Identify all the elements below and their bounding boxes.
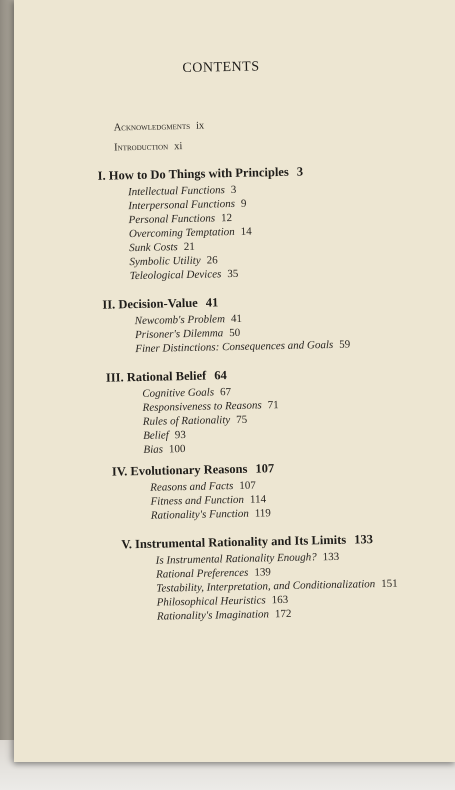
section-page: 14 bbox=[240, 225, 252, 238]
section-page: 119 bbox=[254, 507, 271, 520]
section-label: Prisoner's Dilemma bbox=[134, 327, 224, 342]
section-page: 3 bbox=[230, 183, 237, 197]
chapter-heading bbox=[98, 165, 304, 184]
chapter-heading bbox=[112, 461, 275, 479]
book-page bbox=[14, 0, 455, 762]
section-label: Rational Preferences bbox=[155, 566, 249, 581]
section-page: 50 bbox=[229, 326, 241, 340]
front-matter-acknowledgments bbox=[114, 121, 205, 134]
section-page: 139 bbox=[254, 566, 271, 579]
section-label: Rules of Rationality bbox=[142, 414, 231, 428]
section-entry bbox=[156, 594, 288, 609]
section-page: 107 bbox=[239, 479, 256, 492]
section-entry bbox=[135, 339, 350, 355]
section-page: 133 bbox=[322, 550, 340, 564]
section-label: Fitness and Function bbox=[150, 493, 245, 508]
section-page: 71 bbox=[267, 399, 279, 412]
chapter-numeral: IV. bbox=[111, 464, 128, 479]
chapter-numeral: V. bbox=[121, 537, 133, 552]
section-page: 35 bbox=[227, 267, 239, 281]
chapter-page: 64 bbox=[214, 368, 227, 383]
section-label: Testability, Interpretation, and Conditionalization bbox=[156, 578, 376, 595]
section-label: Philosophical Heuristics bbox=[156, 594, 266, 609]
chapter-page: 41 bbox=[205, 295, 219, 310]
front-matter-label: Acknowledgments bbox=[113, 120, 191, 134]
chapter-title: How to Do Things with Principles bbox=[108, 164, 289, 183]
chapter-heading bbox=[106, 368, 227, 386]
front-matter-introduction bbox=[114, 141, 182, 153]
section-page: 9 bbox=[240, 197, 247, 210]
section-label: Newcomb's Problem bbox=[134, 313, 226, 328]
section-entry bbox=[157, 608, 292, 623]
section-page: 59 bbox=[339, 338, 351, 351]
chapter-numeral: III. bbox=[105, 370, 124, 385]
section-page: 21 bbox=[183, 240, 195, 254]
section-entry bbox=[128, 198, 246, 212]
chapter-title: Evolutionary Reasons bbox=[130, 461, 248, 479]
front-matter-page: xi bbox=[174, 141, 183, 153]
section-label: Bias bbox=[143, 443, 164, 456]
section-page: 26 bbox=[206, 254, 218, 267]
section-label: Cognitive Goals bbox=[142, 386, 215, 400]
chapter-numeral: I. bbox=[97, 168, 106, 183]
section-label: Interpersonal Functions bbox=[128, 197, 236, 213]
chapter-title: Rational Belief bbox=[126, 368, 207, 385]
section-entry bbox=[129, 241, 195, 254]
section-page: 67 bbox=[219, 386, 232, 399]
section-page: 93 bbox=[174, 429, 186, 442]
section-label: Belief bbox=[143, 429, 169, 442]
front-matter-label: Introduction bbox=[113, 141, 169, 154]
section-entry bbox=[128, 212, 232, 226]
chapter-heading bbox=[121, 532, 373, 552]
chapter-page: 133 bbox=[354, 532, 374, 547]
section-entry bbox=[156, 551, 340, 567]
section-page: 114 bbox=[249, 493, 267, 506]
section-page: 12 bbox=[220, 212, 233, 225]
section-label: Is Instrumental Rationality Enough? bbox=[155, 551, 317, 567]
section-page: 172 bbox=[274, 607, 292, 621]
section-entry bbox=[135, 327, 240, 341]
section-label: Intellectual Functions bbox=[127, 184, 225, 199]
section-page: 151 bbox=[381, 577, 398, 590]
section-page: 163 bbox=[271, 593, 289, 607]
section-label: Teleological Devices bbox=[129, 268, 222, 283]
section-entry bbox=[143, 414, 248, 428]
section-page: 75 bbox=[236, 413, 248, 426]
chapter-heading bbox=[102, 295, 218, 312]
page-title: CONTENTS bbox=[182, 59, 260, 77]
section-page: 41 bbox=[230, 312, 243, 326]
section-entry bbox=[156, 566, 271, 580]
front-matter-page: ix bbox=[195, 120, 205, 132]
section-entry bbox=[130, 268, 239, 282]
section-entry bbox=[142, 399, 278, 414]
section-label: Overcoming Temptation bbox=[128, 225, 235, 241]
section-entry bbox=[142, 386, 231, 400]
section-entry bbox=[143, 429, 186, 442]
section-label: Sunk Costs bbox=[129, 241, 178, 255]
section-entry bbox=[151, 507, 271, 522]
section-entry bbox=[129, 254, 217, 268]
chapter-page: 107 bbox=[255, 461, 275, 476]
page-content bbox=[6, 0, 455, 767]
section-entry bbox=[135, 313, 242, 327]
section-entry bbox=[150, 480, 256, 494]
section-entry bbox=[128, 184, 237, 198]
chapter-title: Instrumental Rationality and Its Limits bbox=[134, 532, 347, 552]
section-entry bbox=[129, 226, 252, 241]
section-label: Responsiveness to Reasons bbox=[142, 399, 262, 414]
section-entry bbox=[143, 443, 185, 456]
section-entry bbox=[156, 578, 398, 595]
chapter-title: Decision-Value bbox=[118, 295, 198, 312]
section-label: Rationality's Imagination bbox=[156, 608, 270, 623]
section-label: Personal Functions bbox=[128, 212, 216, 227]
chapter-numeral: II. bbox=[102, 297, 116, 312]
chapter-page: 3 bbox=[296, 164, 304, 179]
section-label: Symbolic Utility bbox=[129, 254, 201, 269]
section-label: Finer Distinctions: Consequences and Goals bbox=[135, 338, 334, 356]
section-label: Reasons and Facts bbox=[150, 480, 234, 494]
section-label: Rationality's Function bbox=[150, 507, 249, 522]
section-entry bbox=[150, 493, 266, 507]
section-page: 100 bbox=[168, 443, 186, 456]
